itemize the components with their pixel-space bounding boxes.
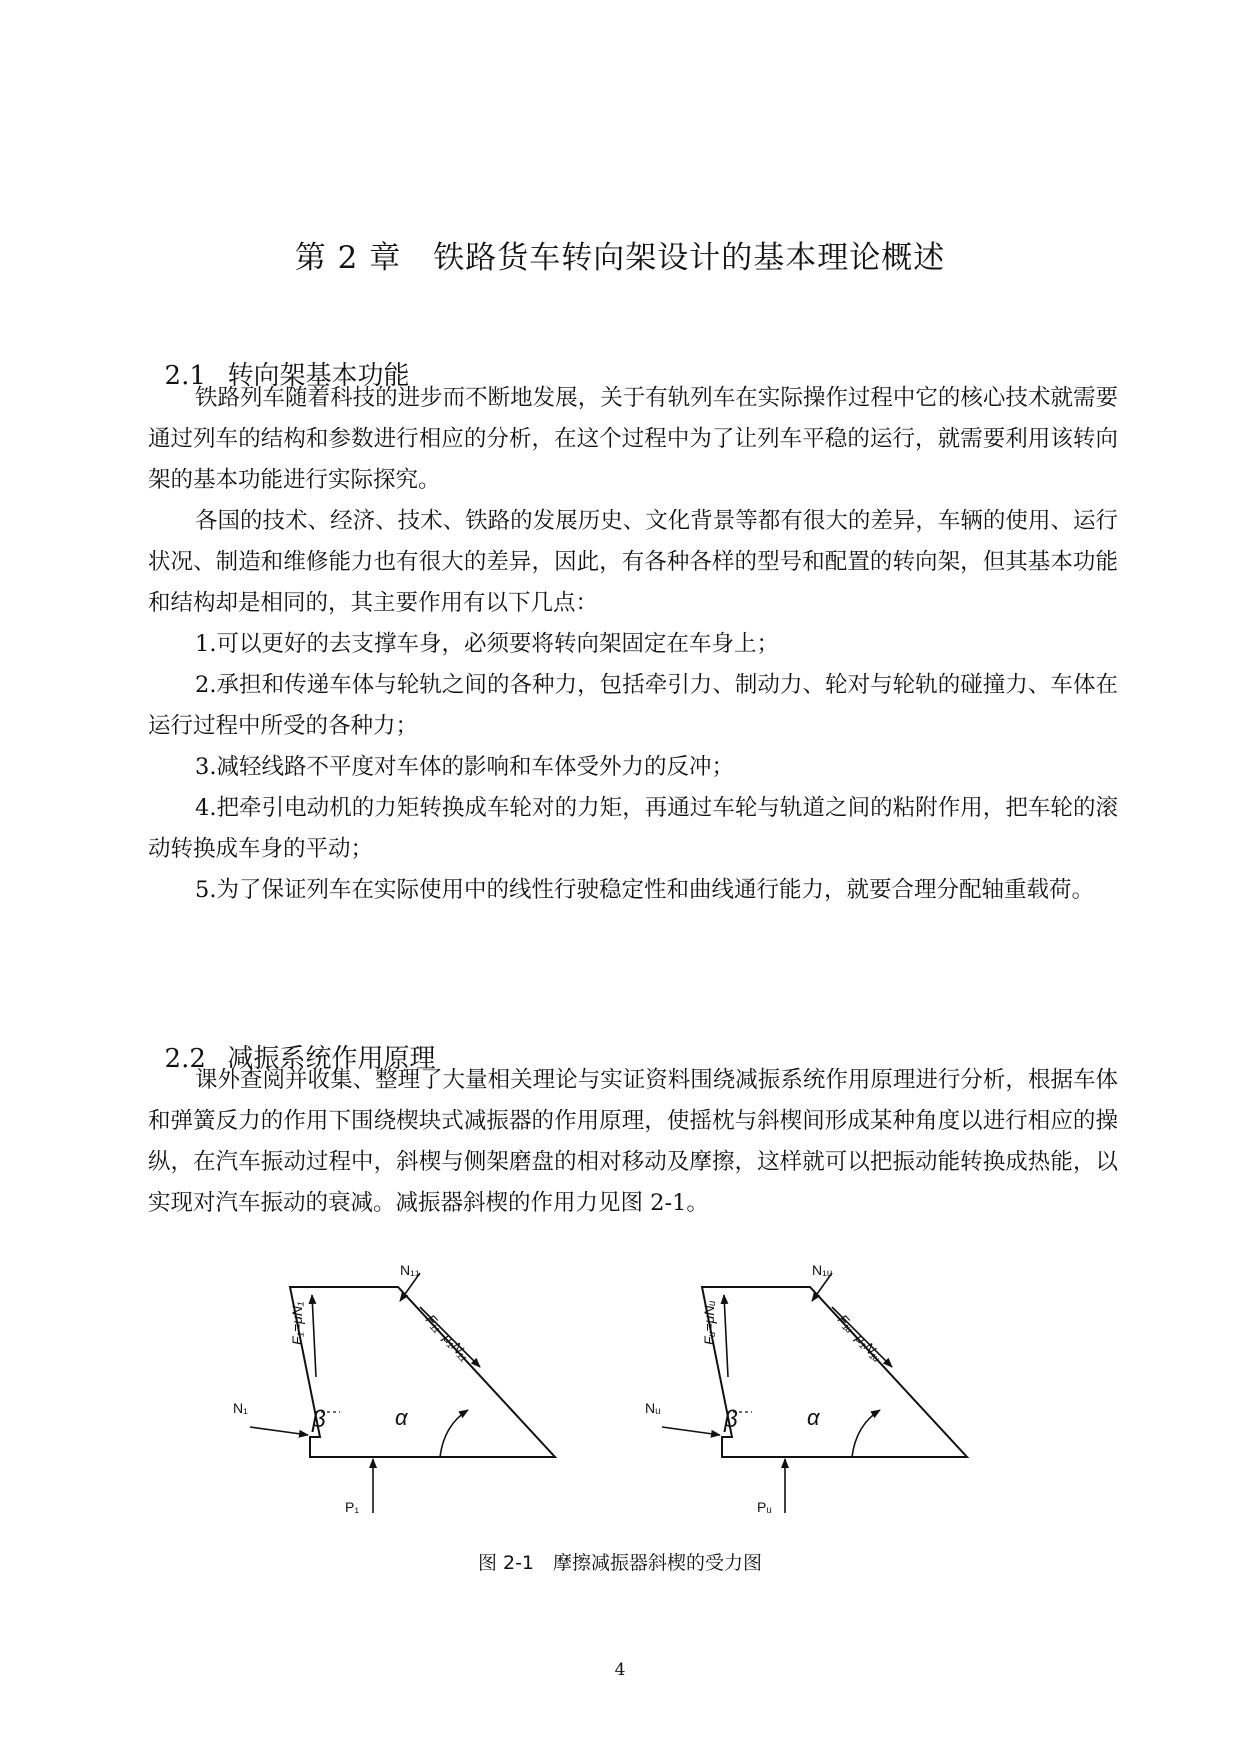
list-item: 3.减轻线路不平度对车体的影响和车体受外力的反冲；	[195, 754, 734, 780]
paragraph: 铁路列车随着科技的进步而不断地发展，关于有轨列车在实际操作过程中它的核心技术就需要通过列车的结构和参数进行相应的分析，在这个过程中为了让列车平稳的运行，就需要利用该转向架的基本功能进行实际探究。	[148, 385, 1118, 493]
page-number: 4	[614, 1660, 626, 1680]
side-normal-arrow	[250, 1427, 308, 1435]
alpha-arc	[440, 1410, 468, 1457]
chapter-title: 第 2 章 铁路货车转向架设计的基本理论概述	[294, 240, 946, 276]
left-wedge-diagram	[233, 1265, 555, 1515]
label-beta: β	[724, 1406, 738, 1433]
list-item: 2.承担和传递车体与轮轨之间的各种力，包括牵引力、制动力、轮对与轮轨的碰撞力、车体在运行过程中所受的各种力；	[148, 672, 1118, 739]
section-number: 2.2	[164, 1044, 206, 1074]
side-normal-arrow	[662, 1427, 720, 1435]
wedge-outline	[702, 1287, 967, 1457]
label-alpha: α	[395, 1405, 408, 1430]
alpha-arc	[852, 1410, 880, 1457]
side-friction-arrow	[724, 1295, 728, 1377]
label-slope-friction: F₁ᵤ=μ₁N₁ᵤ	[834, 1311, 886, 1365]
wedge-force-figure	[230, 1265, 1070, 1525]
wedge-outline	[290, 1287, 555, 1457]
side-friction-arrow	[312, 1295, 316, 1377]
paragraph: 课外查阅并收集、整理了大量相关理论与实证资料围绕减振系统作用原理进行分析，根据车体和弹簧反力的作用下围绕楔块式减振器的作用原理，使摇枕与斜楔间形成某种角度以进行相应的操纵，在汽车振动过程中，斜楔与侧架磨盘的相对移动及摩擦，这样就可以把振动能转换成热能，以实现对汽车振动的衰减。减振器斜楔的作用力见图 2-1。	[148, 1067, 1118, 1216]
label-beta: β	[312, 1406, 326, 1433]
label-side-friction: Fᵤ=μNᵤ	[701, 1300, 717, 1345]
label-side-normal: N₁	[233, 1400, 248, 1416]
label-alpha: α	[807, 1405, 820, 1430]
list-item: 1.可以更好的去支撑车身，必须要将转向架固定在车身上；	[195, 631, 779, 657]
section-number: 2.1	[164, 361, 206, 391]
label-side-normal: Nᵤ	[645, 1400, 661, 1416]
label-side-friction: F₁=μN₁	[289, 1301, 305, 1345]
list-item: 5.为了保证列车在实际使用中的线性行驶稳定性和曲线通行能力，就要合理分配轴重载荷。	[195, 877, 1094, 903]
right-wedge-diagram	[645, 1265, 967, 1515]
label-bottom-force: Pᵤ	[757, 1499, 772, 1515]
label-slope-friction: F₁₁=μ₁N₁₁	[422, 1311, 474, 1364]
section-title: 减振系统作用原理	[227, 1044, 436, 1074]
figure-caption: 图 2-1 摩擦减振器斜楔的受力图	[477, 1552, 763, 1574]
label-bottom-force: P₁	[345, 1499, 360, 1515]
paragraph: 各国的技术、经济、技术、铁路的发展历史、文化背景等都有很大的差异，车辆的使用、运行状况、制造和维修能力也有很大的差异，因此，有各种各样的型号和配置的转向架，但其基本功能和结构却是相同的，其主要作用有以下几点：	[148, 508, 1118, 616]
label-top-force: N₁₁	[400, 1265, 420, 1278]
section-title: 转向架基本功能	[227, 361, 410, 391]
wedge-force-diagram	[230, 1265, 1070, 1525]
list-item: 4.把牵引电动机的力矩转换成车轮对的力矩，再通过车轮与轨道之间的粘附作用，把车轮的滚动转换成车身的平动；	[148, 795, 1118, 862]
label-top-force: N₁ᵤ	[812, 1265, 833, 1278]
